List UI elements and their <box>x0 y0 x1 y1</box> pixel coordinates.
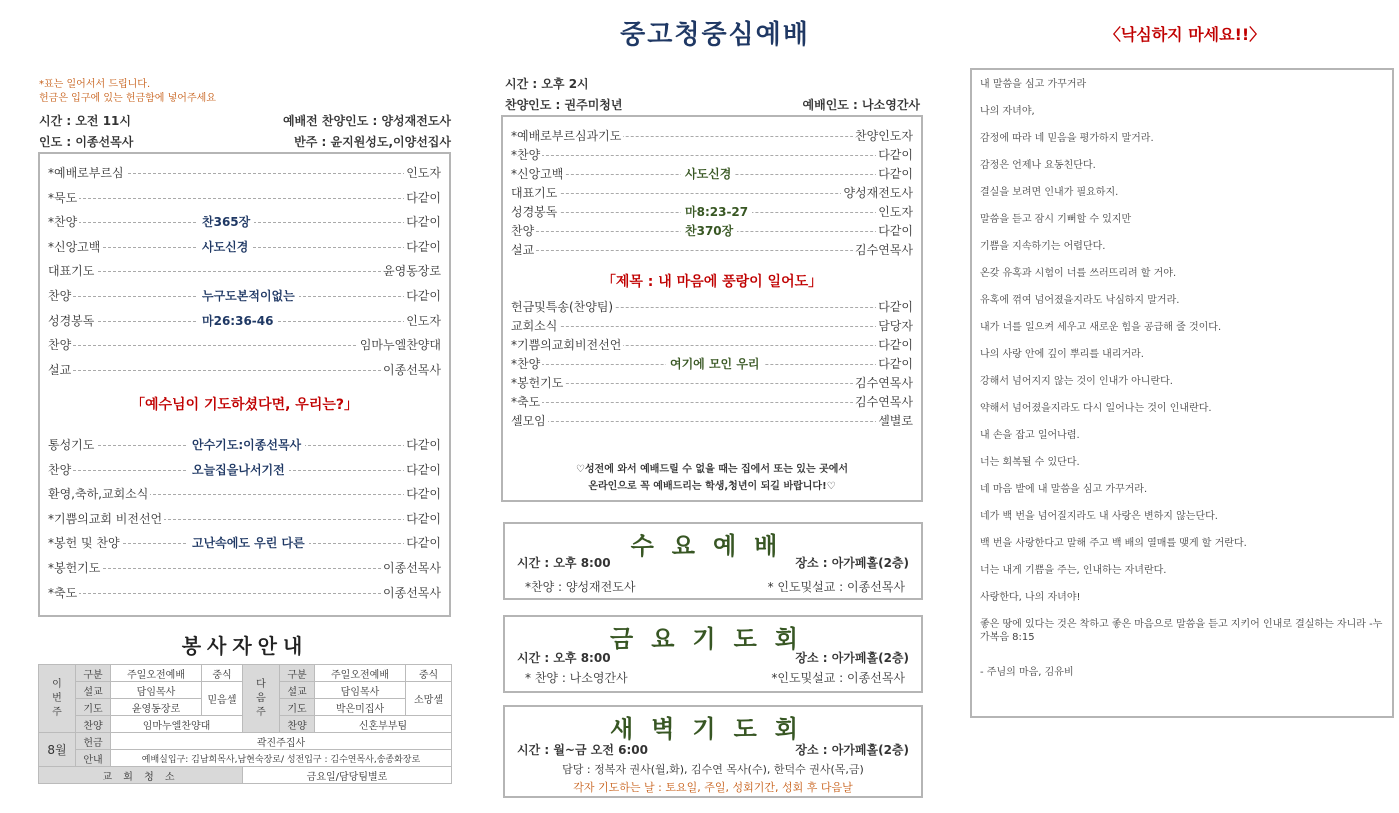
order-person: 다같이 <box>406 289 441 303</box>
wednesday-leader: * 인도및설교 : 이종선목사 <box>767 580 905 594</box>
cell: 기도 <box>76 699 111 716</box>
order-detail: 안수기도:이종선목사 <box>188 436 305 453</box>
order-item <box>511 146 913 166</box>
order-person: 다같이 <box>878 300 913 314</box>
col-sunday: 주일오전예배 <box>111 665 202 682</box>
leader-dots <box>521 155 903 156</box>
order-label: *기쁨의교회비전선언 <box>511 338 622 352</box>
order-detail: 찬365장 <box>198 213 254 230</box>
order-item <box>511 165 913 185</box>
order-label: *기쁨의교회 비전선언 <box>48 511 163 526</box>
poem-line: 약해서 넘어졌을지라도 다시 일어나는 것이 인내란다. <box>980 403 1212 414</box>
page-title: 중고청중심예배 <box>620 20 810 50</box>
order-person: 임마누엘찬양대 <box>359 338 441 353</box>
poem-line: 네가 백 번을 넘어질지라도 내 사랑은 변하지 않는단다. <box>980 511 1218 522</box>
cell: 예배실입구: 김남희목사,남현숙장로/ 성전입구 : 김수연목사,송종화장로 <box>111 750 452 767</box>
order-label: 찬양 <box>48 289 72 303</box>
order-person: 다같이 <box>406 190 441 205</box>
order-item <box>511 203 913 223</box>
col-mid: 중식 <box>202 665 243 682</box>
order-person: 다같이 <box>406 239 441 254</box>
month-label: 8월 <box>39 733 76 767</box>
leader-dots <box>521 402 903 403</box>
friday-praise: * 찬양 : 나소영간사 <box>525 671 628 685</box>
poem-line: 내 말씀을 심고 가꾸거라 <box>980 79 1087 90</box>
poem-line: 결실을 보려면 인내가 필요하지. <box>980 187 1119 198</box>
order-label: 성경봉독 <box>511 205 558 219</box>
poem-line: 나의 자녀야, <box>980 106 1035 117</box>
poem-line: 강해서 넘어지지 않는 것이 인내가 아니란다. <box>980 376 1173 387</box>
order-person: 이종선목사 <box>383 561 441 575</box>
youth-leader: 예배인도 : 나소영간사 <box>802 98 920 112</box>
order-item <box>511 127 913 147</box>
order-label: 성경봉독 <box>48 313 95 328</box>
poem-line: 너는 내게 기쁨을 주는, 인내하는 자녀란다. <box>980 565 1167 576</box>
order-person: 다같이 <box>406 511 441 526</box>
order-item <box>48 485 441 505</box>
poem-line: 말씀을 듣고 잠시 기뻐할 수 있지만 <box>980 214 1132 225</box>
col-gubun: 구분 <box>76 665 111 682</box>
order-item <box>48 262 441 282</box>
friday-leader: *인도및설교 : 이종선목사 <box>771 671 905 685</box>
order-item <box>48 436 441 456</box>
cell: 곽진주집사 <box>111 733 452 750</box>
cell: 신혼부부팀 <box>315 716 452 733</box>
order-label: 설교 <box>511 243 535 257</box>
this-week-label: 이번주 <box>39 665 76 733</box>
order-person: 다같이 <box>406 462 441 477</box>
order-label: *신앙고백 <box>48 239 101 254</box>
order-label: 환영,축하,교회소식 <box>48 487 149 502</box>
order-person: 다같이 <box>878 148 913 162</box>
order-person: 이종선목사 <box>383 585 441 600</box>
worship-leader: 인도 : 이종선목사 <box>39 135 134 149</box>
dawn-each: 각자 기도하는 날 : 토요일, 주일, 성회기간, 성회 후 다음날 <box>573 781 853 794</box>
order-item <box>48 461 441 481</box>
order-person: 인도자 <box>406 313 441 328</box>
order-label: 대표기도 <box>48 264 95 279</box>
order-person: 김수연목사 <box>855 395 913 409</box>
poem-line: 온갖 유혹과 시험이 너를 쓰러뜨리려 할 거야. <box>980 268 1177 279</box>
order-item <box>48 287 441 307</box>
next-week-label: 다음주 <box>243 665 280 733</box>
order-item <box>48 164 441 184</box>
order-item <box>511 184 913 204</box>
poem-line: 백 번을 사랑한다고 말해 주고 백 배의 열매를 맺게 할 거란다. <box>980 538 1247 549</box>
col-gubun-2: 구분 <box>280 665 315 682</box>
sermon-title: 「예수님이 기도하셨다면, 우리는?」 <box>131 397 358 413</box>
friday-place: 장소 : 아가페홀(2층) <box>795 651 909 665</box>
service-time: 시간 : 오전 11시 <box>39 114 131 128</box>
order-label: 셀모임 <box>511 414 546 428</box>
col-sunday-2: 주일오전예배 <box>315 665 406 682</box>
leader-dots <box>521 250 903 251</box>
order-label: *묵도 <box>48 190 78 205</box>
wednesday-time: 시간 : 오후 8:00 <box>517 556 611 570</box>
praise-leader: 예배전 찬양인도 : 양성재전도사 <box>282 114 451 128</box>
clean-label: 교 회 청 소 <box>39 767 243 784</box>
order-person: 셀별로 <box>878 414 913 428</box>
order-label: *신앙고백 <box>511 167 564 181</box>
clean-value: 금요일/담당팀별로 <box>243 767 452 784</box>
wednesday-praise: *찬양 : 양성재전도사 <box>525 580 636 594</box>
order-label: *축도 <box>511 395 541 409</box>
order-item <box>48 312 441 332</box>
wednesday-title: 수요예배 <box>630 532 796 560</box>
leader-dots <box>521 421 903 422</box>
poem-line: 내 손을 잡고 일어나렴. <box>980 430 1080 441</box>
poem-line: 내가 너를 일으켜 세우고 새로운 힘을 공급해 줄 것이다. <box>980 322 1222 333</box>
order-label: 통성기도 <box>48 438 95 452</box>
dawn-box <box>503 705 923 798</box>
cell: 설교 <box>76 682 111 699</box>
cell: 임마누엘찬양대 <box>111 716 243 733</box>
order-person: 다같이 <box>406 438 441 452</box>
order-item <box>48 559 441 579</box>
order-item <box>48 189 441 209</box>
order-person: 찬양인도자 <box>855 129 913 143</box>
order-label: 대표기도 <box>511 186 558 200</box>
order-item <box>48 361 441 381</box>
poem-line: 사랑한다, 나의 자녀야! <box>980 592 1081 603</box>
order-person: 다같이 <box>878 224 913 238</box>
order-person: 이종선목사 <box>383 362 441 377</box>
order-detail: 사도신경 <box>681 165 735 182</box>
cell: 담임목사 <box>111 682 202 699</box>
friday-title: 금요기도회 <box>610 625 816 653</box>
staff-table <box>38 664 452 784</box>
order-item <box>511 222 913 242</box>
leader-dots <box>58 568 431 569</box>
cell: 설교 <box>280 682 315 699</box>
poem-line: 기쁨을 지속하기는 어렵단다. <box>980 241 1106 252</box>
order-label: *봉헌 및 찬양 <box>48 536 120 551</box>
order-person: 인도자 <box>406 166 441 180</box>
poem-box <box>970 68 1394 718</box>
accompanist: 반주 : 윤지원성도,이양선집사 <box>294 135 451 149</box>
order-detail: 사도신경 <box>198 238 252 255</box>
cell: 박은미집사 <box>315 699 406 716</box>
cell: 윤영동장로 <box>111 699 202 716</box>
poem-line: 감정에 따라 네 믿음을 평가하지 말거라. <box>980 133 1154 144</box>
order-label: *축도 <box>48 585 78 600</box>
order-item <box>511 336 913 356</box>
order-detail: 오늘집을나서기전 <box>188 461 289 478</box>
order-item <box>511 393 913 413</box>
order-person: 양성재전도사 <box>843 186 913 200</box>
order-item <box>511 241 913 261</box>
order-label: *봉헌기도 <box>511 376 564 390</box>
dawn-title: 새벽기도회 <box>610 715 816 743</box>
leader-dots <box>58 593 431 594</box>
poem-line: 네 마음 밭에 내 말씀을 심고 가꾸거라. <box>980 484 1148 495</box>
wednesday-box <box>503 522 923 600</box>
encourage-title: 〈낙심하지 마세요!!〉 <box>1104 25 1266 44</box>
order-item <box>48 213 441 233</box>
leader-dots <box>58 198 431 199</box>
order-detail: 찬370장 <box>681 222 737 239</box>
order-label: *예배로부르심 <box>48 166 124 180</box>
order-person: 다같이 <box>878 167 913 181</box>
order-person: 담당자 <box>878 319 913 333</box>
order-person: 인도자 <box>878 205 913 219</box>
cell: 담임목사 <box>315 682 406 699</box>
order-detail: 마26:36-46 <box>198 312 277 329</box>
order-person: 다같이 <box>406 487 441 502</box>
cell: 기도 <box>280 699 315 716</box>
order-detail: 고난속에도 우린 다른 <box>188 534 309 551</box>
youth-time: 시간 : 오후 2시 <box>505 77 589 91</box>
order-label: 헌금및특송(찬양팀) <box>511 300 614 314</box>
staff-title: 봉사자안내 <box>181 634 309 658</box>
order-item <box>48 510 441 530</box>
order-person: 김수연목사 <box>855 376 913 390</box>
youth-praise: 찬양인도 : 권주미청년 <box>505 98 623 112</box>
order-item <box>511 298 913 318</box>
order-person: 다같이 <box>878 357 913 371</box>
order-item <box>511 374 913 394</box>
leader-dots <box>58 271 431 272</box>
cell: 찬양 <box>280 716 315 733</box>
standing-note: *표는 일어서서 드립니다. <box>39 79 151 90</box>
offering-note: 헌금은 입구에 있는 헌금함에 넣어주세요 <box>39 93 216 104</box>
order-label: 설교 <box>48 362 72 377</box>
leader-dots <box>521 326 903 327</box>
cell: 믿음셀 <box>202 682 243 716</box>
order-label: *찬양 <box>511 148 541 162</box>
cell: 찬양 <box>76 716 111 733</box>
dawn-place: 장소 : 아가페홀(2층) <box>795 743 909 757</box>
order-label: 찬양 <box>48 338 72 353</box>
online-note-1: ♡성전에 와서 예배드릴 수 없을 때는 집에서 또는 있는 곳에서 <box>575 464 849 475</box>
order-label: *찬양 <box>511 357 541 371</box>
order-detail: 여기에 모인 우리 <box>666 355 764 372</box>
poem-line: 너는 회복될 수 있단다. <box>980 457 1080 468</box>
order-detail: 누구도본적이없는 <box>198 287 299 304</box>
order-label: 찬양 <box>511 224 535 238</box>
friday-box <box>503 615 923 693</box>
poem-line: - 주님의 마음, 김유비 <box>980 667 1074 678</box>
cell: 헌금 <box>76 733 111 750</box>
order-item <box>511 317 913 337</box>
leader-dots <box>58 370 431 371</box>
order-label: *찬양 <box>48 215 78 230</box>
youth-order-box <box>501 115 923 502</box>
dawn-time: 시간 : 월~금 오전 6:00 <box>517 743 648 757</box>
wednesday-place: 장소 : 아가페홀(2층) <box>795 556 909 570</box>
order-item <box>48 238 441 258</box>
order-label: 교회소식 <box>511 319 558 333</box>
leader-dots <box>521 383 903 384</box>
order-item <box>48 534 441 554</box>
youth-sermon: 「제목 : 내 마음에 풍랑이 일어도」 <box>601 274 823 290</box>
friday-time: 시간 : 오후 8:00 <box>517 651 611 665</box>
online-note-2: 온라인으로 꼭 예배드리는 학생,청년이 되길 바랍니다!♡ <box>588 481 836 492</box>
poem-line: 나의 사랑 안에 깊이 뿌리를 내리거라. <box>980 349 1144 360</box>
poem-line: 유혹에 꺾여 넘어졌을지라도 낙심하지 말거라. <box>980 295 1180 306</box>
cell: 소망셀 <box>406 682 452 716</box>
order-person: 윤영동장로 <box>383 264 441 279</box>
order-item <box>511 412 913 432</box>
order-item <box>48 336 441 356</box>
order-label: *봉헌기도 <box>48 561 101 575</box>
poem-line: 감정은 언제나 요동친단다. <box>980 160 1096 171</box>
sunday-order-box <box>38 152 451 617</box>
order-label: *예배로부르심과기도 <box>511 129 622 143</box>
dawn-duty: 담당 : 정복자 권사(월,화), 김수연 목사(수), 한덕수 권사(목,금) <box>562 763 864 776</box>
order-person: 다같이 <box>406 215 441 230</box>
order-detail: 마8:23-27 <box>681 203 752 220</box>
cell: 안내 <box>76 750 111 767</box>
order-item <box>48 584 441 604</box>
order-person: 김수연목사 <box>855 243 913 257</box>
order-item <box>511 355 913 375</box>
order-label: 찬양 <box>48 462 72 477</box>
col-mid-2: 중식 <box>406 665 452 682</box>
poem-line: 좋은 땅에 있다는 것은 착하고 좋은 마음으로 말씀을 듣고 지키어 인내로 결실하는 자니라 -누가복음 8:15 <box>980 619 1383 643</box>
order-person: 다같이 <box>878 338 913 352</box>
order-person: 다같이 <box>406 536 441 551</box>
